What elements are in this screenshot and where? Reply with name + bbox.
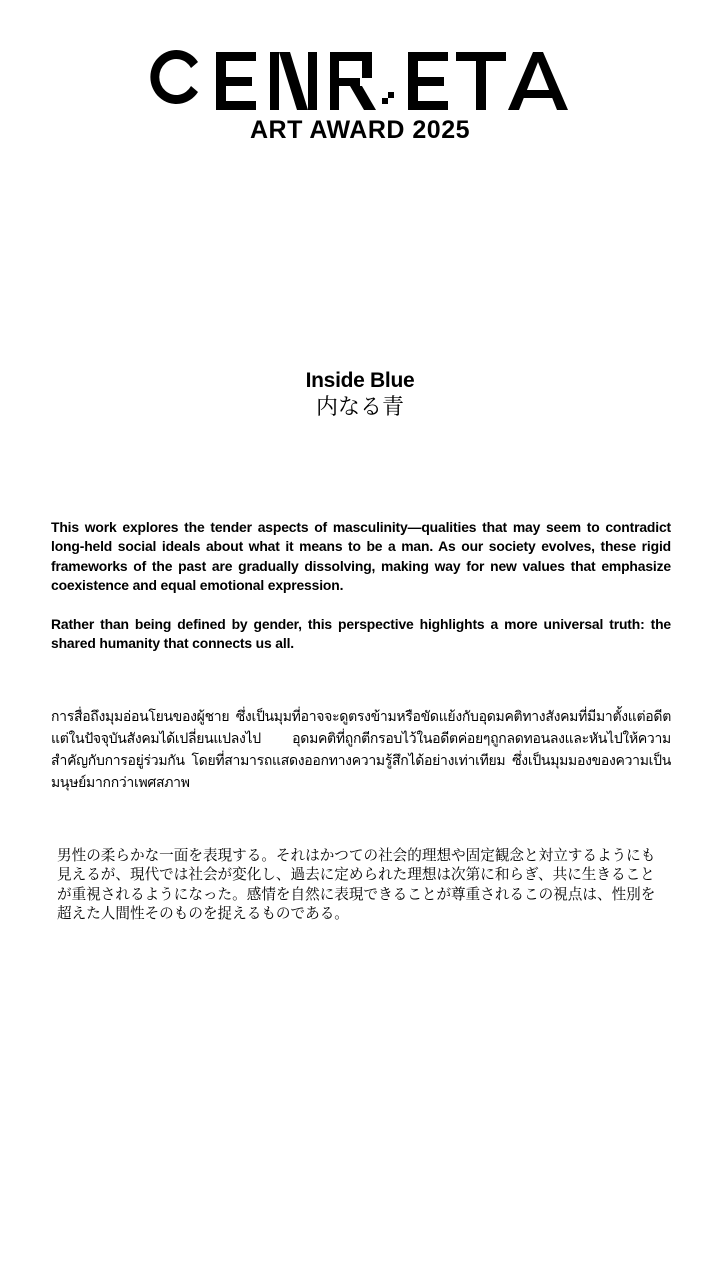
- artwork-title-en: Inside Blue: [305, 369, 415, 392]
- description-en-paragraph-1: This work explores the tender aspects of masculinity—qualities that may seem to contradict long-held social ideals about what it means to be a man. As our society evolves, these rigid frameworks of the past are gradually dissolving, making way for new values that emphasize coexistence and equal emotional expression.: [51, 519, 671, 594]
- header: [0, 44, 720, 145]
- cenreta-logo: [150, 44, 570, 110]
- description-en-paragraph-2: Rather than being defined by gender, this perspective highlights a more universal truth: the shared humanity that connects us all.: [51, 616, 671, 652]
- artwork-title-block: [0, 368, 720, 422]
- description-th-paragraph: การสื่อถึงมุมอ่อนโยนของผู้ชาย ซึ่งเป็นมุมที่อาจจะดูตรงข้ามหรือขัดแย้งกับอุดมคติทางสังคมที่มีมาตั้งแต่อดีต แต่ในปัจจุบันสังคมได้เปลี่ยนแปลงไป อุดมคติที่ถูกตีกรอบไว้ในอดีตค่อยๆถูกลดทอนลงและหันไปให้ความสำคัญกับการอยู่ร่วมกัน โดยที่สามารถแสดงออกทางความรู้สึกได้อย่างเท่าเทียม ซึ่งเป็นมุมมองของความเป็นมนุษย์มากกว่าเพศสภาพ: [51, 709, 671, 791]
- award-subtitle: ART AWARD 2025: [249, 116, 470, 144]
- artwork-title-ja: 内なる青: [315, 395, 404, 420]
- description-ja-paragraph: 男性の柔らかな一面を表現する。それはかつての社会的理想や固定観念と対立するようにも見えるが、現代では社会が変化し、過去に定められた理想は次第に和らぎ、共に生きることが重視されるようになった。感情を自然に表現できることが尊重されるこの視点は、性別を超えた人間性そのものを捉えるものである。: [57, 847, 656, 923]
